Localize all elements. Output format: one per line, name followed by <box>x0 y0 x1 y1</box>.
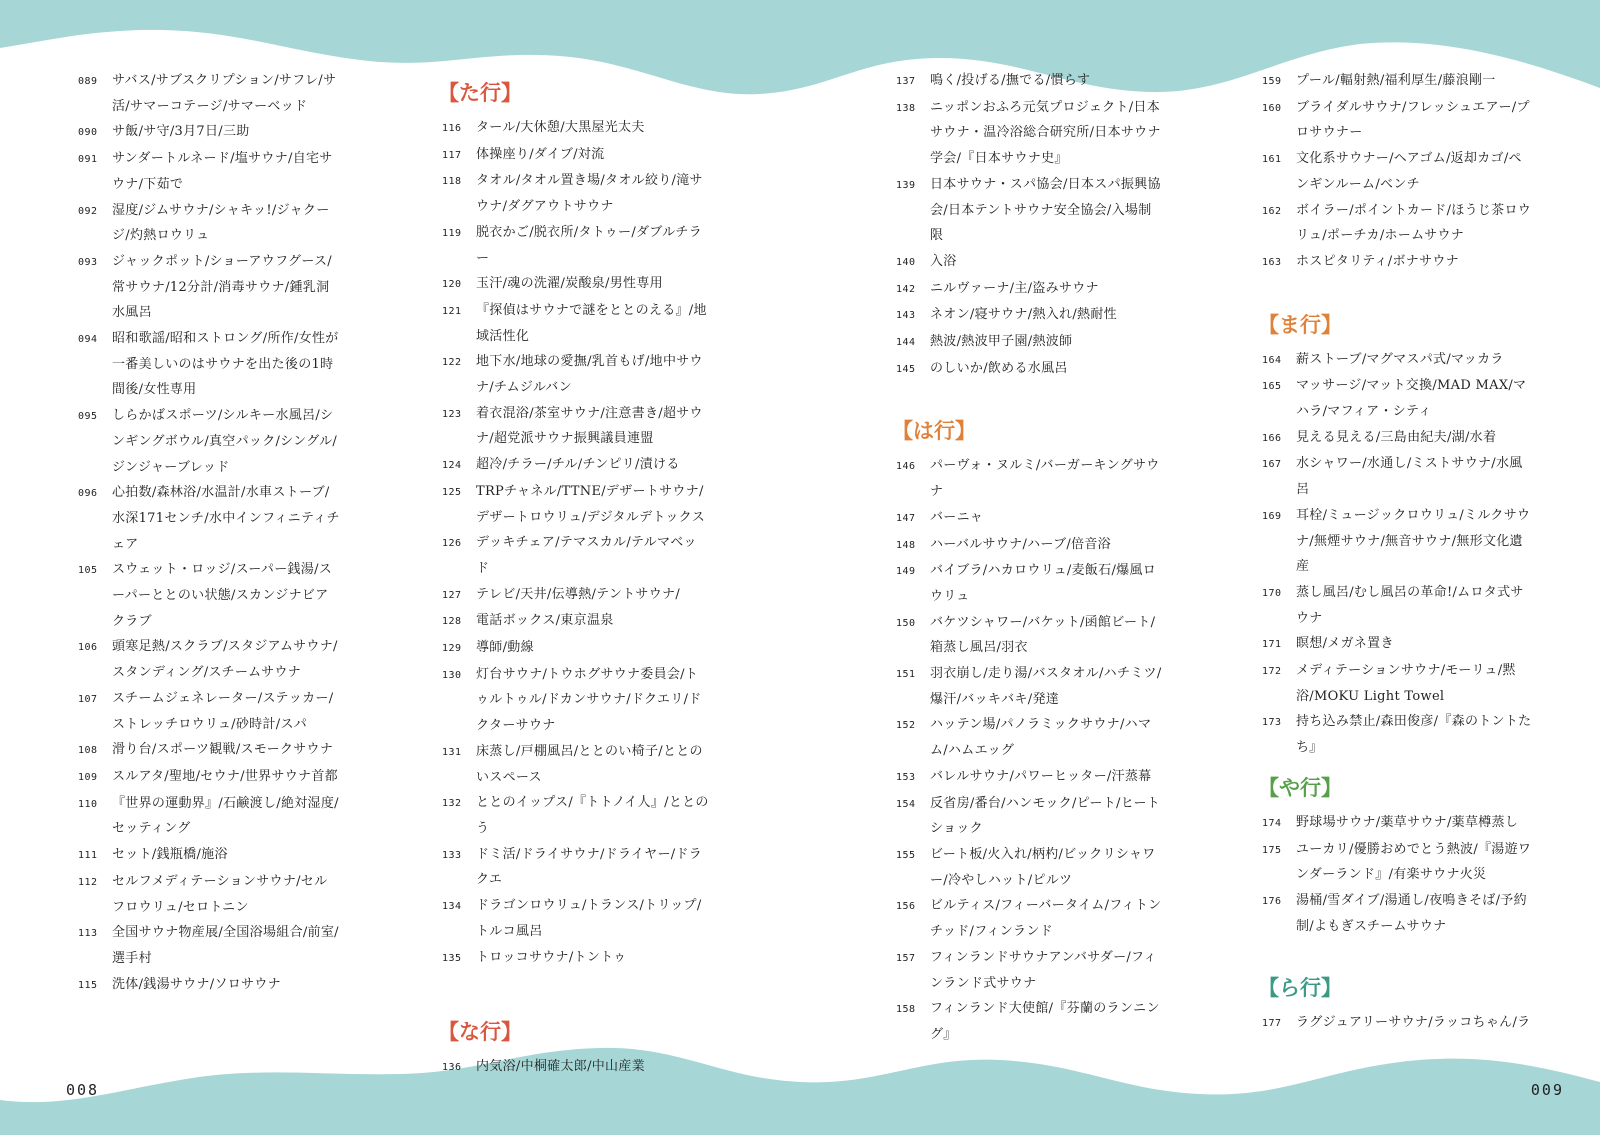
entry-terms: 文化系サウナー/ヘアゴム/返却カゴ/ペンギンルーム/ベンチ <box>1296 151 1522 192</box>
entry-page-number: 095 <box>78 411 98 423</box>
index-entry <box>896 356 1164 383</box>
entry-page-number: 172 <box>1262 666 1282 678</box>
entry-terms: TRPチャネル/TTNE/デザートサウナ/デザートロウリュ/デジタルデトックス <box>476 483 706 525</box>
index-entry <box>1262 347 1532 374</box>
entry-terms: サンダートルネード/塩サウナ/自宅サウナ/下茹で <box>112 151 333 192</box>
entry-terms: 床蒸し/戸棚風呂/ととのい椅子/ととのいスペース <box>476 743 703 785</box>
entry-terms: 電話ボックス/東京温泉 <box>476 613 614 629</box>
entry-terms: ビート板/火入れ/柄杓/ビックリシャワー/冷やしハット/ピルツ <box>930 846 1156 888</box>
entry-terms: 頭寒足熱/スクラブ/スタジアムサウナ/スタンディング/スチームサウナ <box>112 639 338 681</box>
index-entry <box>78 326 340 403</box>
section-heading-ra: 【ら行】 <box>1258 976 1342 1001</box>
entry-page-number: 136 <box>442 1062 462 1074</box>
index-entry <box>1262 425 1532 452</box>
entry-terms: サ飯/サ守/3月7日/三助 <box>112 124 250 140</box>
index-entry <box>78 68 340 119</box>
entry-terms: 脱衣かご/脱衣所/タトゥー/ダブルチラー <box>476 224 702 266</box>
entry-terms: 『世界の運動界』/石鹸渡し/絶対湿度/セッティング <box>112 795 339 837</box>
entry-page-number: 091 <box>78 154 98 166</box>
index-entry <box>896 661 1164 712</box>
entry-list <box>1262 68 1532 276</box>
entry-page-number: 153 <box>896 771 916 783</box>
entry-terms: スチームジェネレーター/ステッカー/ストレッチロウリュ/砂時計/スパ <box>112 690 334 732</box>
column-4 <box>1258 68 1532 1037</box>
entry-terms: 超冷/チラー/チル/チンピリ/漬ける <box>476 457 680 473</box>
index-entry <box>442 271 710 298</box>
index-entry <box>78 791 340 842</box>
entry-terms: ビルティス/フィーバータイム/フィトンチッド/フィンランド <box>930 898 1162 940</box>
entry-terms: 内気浴/中桐確太郎/中山産業 <box>476 1059 645 1075</box>
index-entry <box>442 608 710 635</box>
page-number-left: 008 <box>66 1081 100 1099</box>
entry-terms: 持ち込み禁止/森田俊彦/『森のトントたち』 <box>1296 714 1532 756</box>
entry-terms: プール/輻射熱/福利厚生/藤浪剛一 <box>1296 73 1496 88</box>
entry-terms: ドラゴンロウリュ/トランス/トリップ/トルコ風呂 <box>476 898 702 939</box>
entry-page-number: 092 <box>78 205 98 217</box>
section-heading-ma: 【ま行】 <box>1258 312 1342 337</box>
entry-terms: しらかばスポーツ/シルキー水風呂/シンギングボウル/真空パック/シングル/ジンジャーブレッド <box>112 408 338 475</box>
entry-page-number: 109 <box>78 771 98 783</box>
entry-page-number: 113 <box>78 928 98 940</box>
index-entry <box>896 532 1164 559</box>
column-1 <box>78 68 340 998</box>
index-entry <box>442 1054 710 1081</box>
entry-page-number: 175 <box>1262 844 1282 856</box>
entry-terms: バーニャ <box>930 509 984 525</box>
index-entry <box>442 452 710 479</box>
entry-page-number: 149 <box>896 566 916 578</box>
index-entry <box>896 558 1164 609</box>
entry-page-number: 176 <box>1262 895 1282 907</box>
index-entry <box>896 610 1164 661</box>
entry-terms: タオル/タオル置き場/タオル絞り/滝サウナ/ダグアウトサウナ <box>476 173 703 215</box>
index-entry <box>442 115 710 142</box>
index-entry <box>1262 249 1532 276</box>
entry-terms: フィンランドサウナアンバサダー/フィンランド式サウナ <box>930 949 1157 991</box>
index-entry <box>78 920 340 971</box>
entry-terms: ブライダルサウナ/フレッシュエアー/プロサウナー <box>1296 99 1530 141</box>
index-entry <box>896 893 1164 944</box>
index-entry <box>78 686 340 737</box>
entry-page-number: 108 <box>78 745 98 757</box>
index-entry <box>78 557 340 634</box>
entry-page-number: 119 <box>442 227 462 239</box>
entry-page-number: 165 <box>1262 381 1282 393</box>
entry-page-number: 140 <box>896 256 916 268</box>
index-entry <box>78 198 340 249</box>
index-entry <box>1262 631 1532 658</box>
entry-page-number: 145 <box>896 363 916 375</box>
entry-page-number: 134 <box>442 901 462 913</box>
entry-terms: メディテーションサウナ/モーリュ/黙浴/MOKU Light Towel <box>1296 663 1516 704</box>
entry-page-number: 126 <box>442 538 462 550</box>
index-entry <box>1262 888 1532 939</box>
entry-terms: ラグジュアリーサウナ/ラッコちゃん/ラ <box>1296 1015 1531 1031</box>
index-entry <box>1262 1010 1532 1037</box>
section-heading-ha: 【は行】 <box>892 419 976 444</box>
index-entry <box>442 479 710 530</box>
index-entry <box>442 790 710 841</box>
index-entry <box>78 634 340 685</box>
entry-page-number: 157 <box>896 952 916 964</box>
index-entry <box>442 530 710 581</box>
index-entry <box>896 842 1164 893</box>
entry-page-number: 158 <box>896 1004 916 1016</box>
entry-page-number: 143 <box>896 310 916 322</box>
column-3 <box>892 68 1164 1048</box>
entry-page-number: 154 <box>896 798 916 810</box>
index-entry <box>78 119 340 146</box>
entry-page-number: 160 <box>1262 102 1282 114</box>
index-entry <box>1262 68 1532 95</box>
entry-page-number: 115 <box>78 979 98 991</box>
entry-terms: 着衣混浴/茶室サウナ/注意書き/超サウナ/超党派サウナ振興議員連盟 <box>476 405 703 447</box>
entry-terms: ハーバルサウナ/ハーブ/倍音浴 <box>930 536 1111 552</box>
index-entry <box>896 505 1164 532</box>
entry-page-number: 129 <box>442 643 462 655</box>
entry-terms: 昭和歌謡/昭和ストロング/所作/女性が一番美しいのはサウナを出た後の1時間後/女性専用 <box>112 331 339 398</box>
index-entry <box>896 249 1164 276</box>
index-entry <box>896 329 1164 356</box>
entry-terms: 全国サウナ物産展/全国浴場組合/前室/選手村 <box>112 925 339 966</box>
entry-terms: バレルサウナ/パワーヒッター/汗蒸幕 <box>930 768 1152 784</box>
entry-list <box>1262 1010 1532 1037</box>
entry-page-number: 139 <box>896 179 916 191</box>
entry-terms: ハッテン場/パノラミックサウナ/ハマム/ハムエッグ <box>930 717 1152 759</box>
entry-page-number: 161 <box>1262 154 1282 166</box>
entry-terms: スウェット・ロッジ/スーパー銭湯/スーパーととのい状態/スカンジナビアクラブ <box>112 562 333 629</box>
entry-page-number: 162 <box>1262 205 1282 217</box>
entry-page-number: 120 <box>442 279 462 291</box>
entry-page-number: 106 <box>78 642 98 654</box>
index-entry <box>896 302 1164 329</box>
index-entry <box>896 453 1164 504</box>
entry-terms: 羽衣崩し/走り湯/バスタオル/ハチミツ/爆汗/バッキバキ/発達 <box>930 666 1162 707</box>
index-entry <box>896 764 1164 791</box>
index-entry <box>896 996 1164 1047</box>
entry-page-number: 155 <box>896 849 916 861</box>
entry-terms: ホスピタリティ/ボナサウナ <box>1296 253 1459 269</box>
index-entry <box>896 945 1164 996</box>
entry-terms: 滑り台/スポーツ観戦/スモークサウナ <box>112 742 334 758</box>
index-entry <box>78 403 340 480</box>
section-heading-na: 【な行】 <box>438 1020 522 1045</box>
index-entry <box>896 791 1164 842</box>
entry-terms: 薪ストーブ/マグマスパ式/マッカラ <box>1296 351 1504 367</box>
index-entry <box>442 842 710 893</box>
entry-terms: ボイラー/ポイントカード/ほうじ茶ロウリュ/ポーチカ/ホームサウナ <box>1296 202 1532 244</box>
entry-page-number: 090 <box>78 127 98 139</box>
entry-page-number: 116 <box>442 123 462 134</box>
index-entry <box>896 95 1164 172</box>
index-entry <box>442 349 710 400</box>
index-entry <box>78 869 340 920</box>
entry-list <box>78 68 340 998</box>
entry-page-number: 177 <box>1262 1018 1282 1030</box>
entry-list <box>442 1054 710 1081</box>
entry-terms: 湯桶/雪ダイブ/湯通し/夜鳴きそば/予約制/よもぎスチームサウナ <box>1296 892 1527 934</box>
entry-page-number: 150 <box>896 617 916 629</box>
entry-page-number: 112 <box>78 876 98 888</box>
index-entry <box>442 298 710 349</box>
index-entry <box>78 842 340 869</box>
entry-list <box>896 68 1164 382</box>
index-entry <box>1262 709 1532 760</box>
index-entry <box>78 146 340 197</box>
entry-page-number: 151 <box>896 669 916 681</box>
entry-page-number: 132 <box>442 798 462 810</box>
entry-terms: 日本サウナ・スパ協会/日本スパ振興協会/日本テントサウナ安全協会/入場制限 <box>930 176 1161 244</box>
index-entry <box>442 893 710 944</box>
index-entry <box>1262 810 1532 837</box>
index-entry <box>1262 580 1532 631</box>
entry-terms: 湿度/ジムサウナ/シャキッ!/ジャクージ/灼熱ロウリュ <box>112 202 330 244</box>
entry-page-number: 111 <box>78 850 98 862</box>
entry-terms: 見える見える/三島由紀夫/湖/水着 <box>1296 429 1497 445</box>
entry-terms: ネオン/寝サウナ/熱入れ/熱耐性 <box>930 307 1117 323</box>
entry-terms: サバス/サブスクリプション/サフレ/サ活/サマーコテージ/サマーベッド <box>112 73 337 114</box>
entry-terms: ジャックポット/ショーアウフグース/常サウナ/12分計/消毒サウナ/鍾乳洞水風呂 <box>112 253 332 321</box>
entry-terms: 地下水/地球の愛撫/乳首もげ/地中サウナ/チムジルバン <box>476 354 703 396</box>
index-entry <box>442 168 710 219</box>
index-entry <box>442 662 710 739</box>
entry-page-number: 163 <box>1262 256 1282 268</box>
entry-page-number: 096 <box>78 488 98 500</box>
entry-page-number: 127 <box>442 589 462 601</box>
index-entry <box>1262 658 1532 709</box>
index-entry <box>896 276 1164 303</box>
entry-page-number: 166 <box>1262 432 1282 444</box>
entry-terms: ととのイップス/『トトノイ人』/ととのう <box>476 795 709 836</box>
entry-page-number: 174 <box>1262 817 1282 829</box>
entry-page-number: 121 <box>442 305 462 317</box>
entry-terms: フィンランド大使館/『芬蘭のランニング』 <box>930 1001 1160 1042</box>
entry-terms: ドミ活/ドライサウナ/ドライヤー/ドラクエ <box>476 846 703 888</box>
column-2 <box>438 68 710 1081</box>
entry-terms: ニッポンおふろ元気プロジェクト/日本サウナ・温冷浴総合研究所/日本サウナ学会/『日本サウナ史』 <box>930 99 1161 167</box>
entry-page-number: 128 <box>442 616 462 628</box>
section-heading-ya: 【や行】 <box>1258 775 1342 800</box>
entry-page-number: 133 <box>442 849 462 861</box>
index-entry <box>1262 503 1532 580</box>
entry-terms: セット/銭瓶橋/施浴 <box>112 847 228 863</box>
entry-page-number: 130 <box>442 669 462 681</box>
index-entry <box>78 764 340 791</box>
entry-terms: 導師/動線 <box>476 640 534 656</box>
index-entry <box>1262 837 1532 888</box>
entry-page-number: 124 <box>442 460 462 472</box>
section-heading-ta: 【た行】 <box>438 81 522 105</box>
entry-list <box>1262 347 1532 761</box>
entry-page-number: 125 <box>442 486 462 498</box>
entry-page-number: 107 <box>78 693 98 705</box>
entry-page-number: 159 <box>1262 76 1282 87</box>
entry-page-number: 156 <box>896 901 916 913</box>
entry-terms: パーヴォ・ヌルミ/バーガーキングサウナ <box>930 458 1160 500</box>
entry-terms: トロッコサウナ/トントゥ <box>476 949 627 965</box>
entry-page-number: 173 <box>1262 717 1282 729</box>
entry-terms: 心拍数/森林浴/水温計/水車ストーブ/水深171センチ/水中インフィニティチェア <box>112 485 340 552</box>
entry-page-number: 089 <box>78 76 98 87</box>
index-entry <box>78 249 340 326</box>
entry-terms: スルアタ/聖地/セウナ/世界サウナ首都 <box>112 768 338 784</box>
entry-page-number: 152 <box>896 720 916 732</box>
index-entry <box>442 142 710 169</box>
entry-page-number: 170 <box>1262 587 1282 599</box>
entry-terms: 灯台サウナ/トウホグサウナ委員会/トゥルトゥル/ドカンサウナ/ドクエリ/ドクターサウナ <box>476 666 702 734</box>
entry-terms: 反省房/番台/ハンモック/ピート/ヒートショック <box>930 795 1161 837</box>
index-entry <box>1262 198 1532 249</box>
index-entry <box>896 172 1164 249</box>
entry-terms: ニルヴァーナ/主/盗みサウナ <box>930 280 1099 296</box>
entry-page-number: 093 <box>78 256 98 268</box>
entry-terms: 洗体/銭湯サウナ/ソロサウナ <box>112 976 281 992</box>
entry-terms: 『探偵はサウナで謎をととのえる』/地域活性化 <box>476 302 707 344</box>
index-entry <box>442 945 710 972</box>
entry-terms: 蒸し風呂/むし風呂の革命!/ムロタ式サウナ <box>1296 584 1524 626</box>
entry-terms: 野球場サウナ/薬草サウナ/薬草樽蒸し <box>1296 814 1519 830</box>
index-entry <box>1262 451 1532 502</box>
entry-terms: 鳴く/投げる/撫でる/慣らす <box>930 73 1091 88</box>
entry-terms: 入浴 <box>930 253 957 269</box>
index-entry <box>896 68 1164 95</box>
entry-list <box>1262 810 1532 940</box>
entry-terms: セルフメディテーションサウナ/セルフロウリュ/セロトニン <box>112 873 328 915</box>
entry-page-number: 123 <box>442 408 462 420</box>
entry-page-number: 131 <box>442 746 462 758</box>
entry-page-number: 122 <box>442 357 462 369</box>
index-entry <box>442 739 710 790</box>
entry-terms: 耳栓/ミュージックロウリュ/ミルクサウナ/無煙サウナ/無音サウナ/無形文化遺産 <box>1296 507 1531 575</box>
entry-page-number: 171 <box>1262 639 1282 651</box>
entry-page-number: 094 <box>78 334 98 346</box>
entry-list <box>442 115 710 971</box>
index-entry <box>1262 95 1532 146</box>
entry-terms: 熱波/熱波甲子園/熱波師 <box>930 334 1073 350</box>
index-entry <box>78 737 340 764</box>
entry-terms: デッキチェア/テマスカル/テルマベッド <box>476 535 697 576</box>
index-entry <box>896 712 1164 763</box>
entry-page-number: 148 <box>896 539 916 551</box>
entry-page-number: 110 <box>78 798 98 810</box>
bottom-wave <box>0 1048 1600 1135</box>
entry-terms: バイブラ/ハカロウリュ/麦飯石/爆風ロウリュ <box>930 563 1157 604</box>
index-entry <box>1262 146 1532 197</box>
entry-page-number: 137 <box>896 76 916 87</box>
entry-terms: タール/大休憩/大黒屋光太夫 <box>476 120 645 135</box>
entry-terms: テレビ/天井/伝導熱/テントサウナ/ <box>476 586 681 602</box>
entry-page-number: 146 <box>896 461 916 473</box>
entry-page-number: 164 <box>1262 354 1282 366</box>
entry-page-number: 169 <box>1262 510 1282 522</box>
entry-terms: のしいか/飲める水風呂 <box>930 360 1068 376</box>
index-entry <box>442 401 710 452</box>
index-entry <box>78 480 340 557</box>
entry-terms: マッサージ/マット交換/MAD MAX/マハラ/マフィア・シティ <box>1296 378 1527 420</box>
entry-terms: 水シャワー/水通し/ミストサウナ/水風呂 <box>1296 456 1523 498</box>
entry-page-number: 117 <box>442 149 462 161</box>
entry-page-number: 167 <box>1262 459 1282 471</box>
entry-terms: ユーカリ/優勝おめでとう熱波/『湯遊ワンダーランド』/有楽サウナ火災 <box>1296 841 1532 883</box>
entry-page-number: 118 <box>442 176 462 188</box>
index-entry <box>442 582 710 609</box>
entry-page-number: 138 <box>896 102 916 114</box>
page-number-right: 009 <box>1530 1081 1564 1099</box>
entry-page-number: 105 <box>78 565 98 577</box>
entry-page-number: 144 <box>896 337 916 349</box>
entry-page-number: 135 <box>442 952 462 964</box>
index-entry <box>442 635 710 662</box>
index-entry <box>1262 373 1532 424</box>
entry-terms: バケツシャワー/バケット/函館ビート/箱蒸し風呂/羽衣 <box>930 614 1156 656</box>
index-entry <box>78 972 340 999</box>
index-entry <box>442 220 710 271</box>
entry-page-number: 142 <box>896 283 916 295</box>
entry-page-number: 147 <box>896 512 916 524</box>
entry-terms: 体操座り/ダイブ/対流 <box>476 146 605 162</box>
entry-terms: 玉汗/魂の洗濯/炭酸泉/男性専用 <box>476 276 663 292</box>
entry-terms: 瞑想/メガネ置き <box>1296 636 1394 652</box>
entry-list <box>896 453 1164 1047</box>
